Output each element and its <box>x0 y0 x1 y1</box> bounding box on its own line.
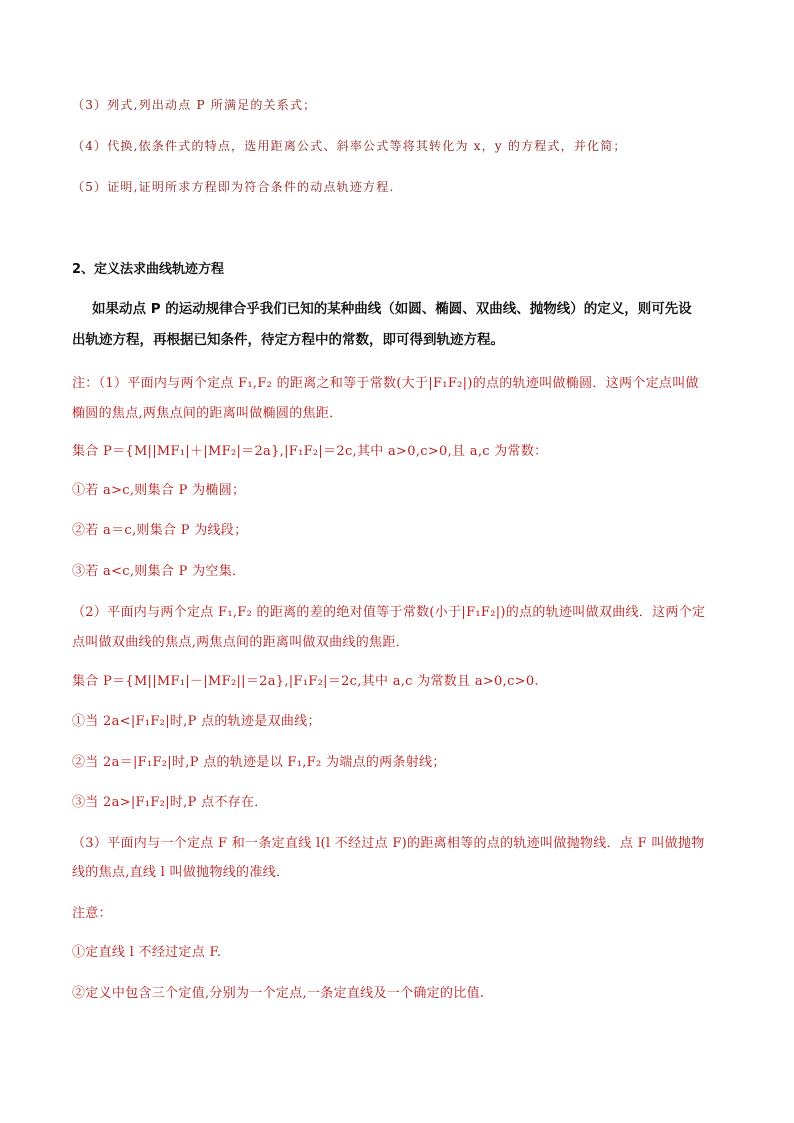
ellipse-set: 集合 P＝{M||MF₁|＋|MF₂|＝2a},|F₁F₂|＝2c,其中 a>0,c>0,且 a,c 为常数： <box>72 444 548 459</box>
ellipse-case-2: ②若 a＝c,则集合 P 为线段； <box>72 523 248 538</box>
hyperbola-def-line-1: （2）平面内与两个定点 F₁,F₂ 的距离的差的绝对值等于常数(小于|F₁F₂|)的点的轨迹叫做双曲线．这两个定 <box>72 605 706 620</box>
parabola-def-line-2: 线的焦点,直线 l 叫做抛物线的准线． <box>72 865 290 880</box>
step-3: （3）列式,列出动点 P 所满足的关系式； <box>72 98 317 112</box>
ellipse-case-3: ③若 a<c,则集合 P 为空集． <box>72 564 246 579</box>
parabola-def-line-1: （3）平面内与一个定点 F 和一条定直线 l(l 不经过点 F)的距离相等的点的轨迹叫做抛物线．点 F 叫做抛物 <box>72 836 705 851</box>
intro-line-1: 如果动点 P 的运动规律合乎我们已知的某种曲线（如圆、椭圆、双曲线、抛物线）的定义，则可先设 <box>92 301 692 317</box>
attention-title: 注意： <box>72 906 112 921</box>
step-5: （5）证明,证明所求方程即为符合条件的动点轨迹方程. <box>72 180 395 194</box>
hyperbola-case-2: ②当 2a＝|F₁F₂|时,P 点的轨迹是以 F₁,F₂ 为端点的两条射线； <box>72 755 446 770</box>
intro-paragraph <box>72 294 722 356</box>
ellipse-def-line-1: 注：（1）平面内与两个定点 F₁,F₂ 的距离之和等于常数(大于|F₁F₂|)的点的轨迹叫做椭圆．这两个定点叫做 <box>72 376 699 391</box>
section-heading: 2、定义法求曲线轨迹方程 <box>72 262 225 277</box>
hyperbola-case-1: ①当 2a<|F₁F₂|时,P 点的轨迹是双曲线； <box>72 714 321 729</box>
hyperbola-case-3: ③当 2a>|F₁F₂|时,P 点不存在． <box>72 795 268 810</box>
hyperbola-def-line-2: 点叫做双曲线的焦点,两焦点间的距离叫做双曲线的焦距． <box>72 635 409 650</box>
ellipse-case-1: ①若 a>c,则集合 P 为椭圆； <box>72 483 246 498</box>
step-4: （4）代换,依条件式的特点，选用距离公式、斜率公式等将其转化为 x，y 的方程式，并化简； <box>72 139 627 153</box>
attention-item-1: ①定直线 l 不经过定点 F. <box>72 945 222 960</box>
attention-item-2: ②定义中包含三个定值,分别为一个定点,一条定直线及一个确定的比值. <box>72 986 485 1001</box>
ellipse-def-line-2: 椭圆的焦点,两焦点间的距离叫做椭圆的焦距． <box>72 406 343 421</box>
hyperbola-set: 集合 P＝{M||MF₁|－|MF₂||＝2a},|F₁F₂|＝2c,其中 a,c 为常数且 a>0,c>0. <box>72 674 539 689</box>
intro-line-2: 出轨迹方程，再根据已知条件，待定方程中的常数，即可得到轨迹方程。 <box>72 332 504 348</box>
